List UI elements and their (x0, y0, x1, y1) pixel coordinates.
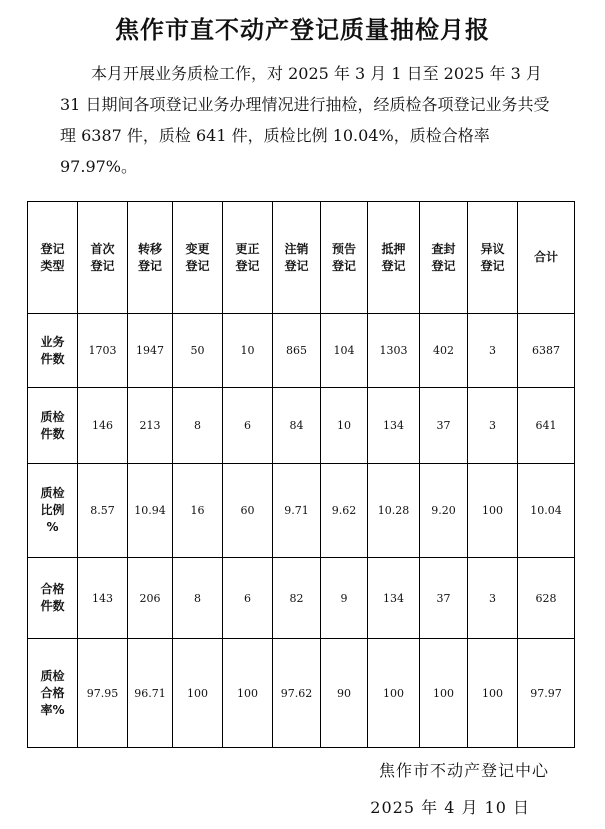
table-row (28, 314, 575, 388)
header-cell: 预告 登记 (321, 202, 368, 314)
table-row (28, 388, 575, 464)
table-header-row (28, 202, 575, 314)
row-label: 合格 件数 (28, 558, 78, 639)
header-cell-type: 登记 类型 (28, 202, 78, 314)
report-date: 2025 年 4 月 10 日 (370, 798, 530, 817)
table-cell: 10.28 (368, 464, 420, 558)
row-label: 业务 件数 (28, 314, 78, 388)
table-cell: 6387 (518, 314, 575, 388)
table-cell: 8 (173, 388, 223, 464)
table-cell: 100 (468, 639, 518, 748)
table-cell: 100 (223, 639, 273, 748)
table-cell: 97.97 (518, 639, 575, 748)
table-cell: 50 (173, 314, 223, 388)
table-cell: 8.57 (78, 464, 128, 558)
header-cell: 合计 (518, 202, 575, 314)
table-cell: 3 (468, 314, 518, 388)
table-cell: 90 (321, 639, 368, 748)
table-cell: 37 (420, 388, 468, 464)
header-cell: 变更 登记 (173, 202, 223, 314)
header-cell: 查封 登记 (420, 202, 468, 314)
inspection-table (27, 201, 575, 748)
header-cell: 转移 登记 (128, 202, 173, 314)
table-cell: 9.20 (420, 464, 468, 558)
issuing-organization: 焦作市不动产登记中心 (378, 761, 549, 780)
table-cell: 10.94 (128, 464, 173, 558)
table-cell: 1703 (78, 314, 128, 388)
table-cell: 97.62 (273, 639, 321, 748)
summary-paragraph: 本月开展业务质检工作，对 2025 年 3 月 1 日至 2025 年 3 月 31 日期间各项登记业务办理情况进行抽检，经质检各项登记业务共受理 6387 件，质检 641 件，质检比例 10.04%，质检合格率 97.97%。 (60, 64, 550, 176)
header-cell: 更正 登记 (223, 202, 273, 314)
row-label: 质检 比例 % (28, 464, 78, 558)
table-cell: 10.04 (518, 464, 575, 558)
table-cell: 82 (273, 558, 321, 639)
table-cell: 3 (468, 558, 518, 639)
table-cell: 628 (518, 558, 575, 639)
report-title: 焦作市直不动产登记质量抽检月报 (115, 16, 490, 44)
table-cell: 100 (173, 639, 223, 748)
row-label: 质检 件数 (28, 388, 78, 464)
table-cell: 143 (78, 558, 128, 639)
table-cell: 60 (223, 464, 273, 558)
table-cell: 134 (368, 558, 420, 639)
row-label: 质检 合格 率% (28, 639, 78, 748)
table-cell: 10 (321, 388, 368, 464)
table-cell: 134 (368, 388, 420, 464)
table-cell: 37 (420, 558, 468, 639)
header-cell: 注销 登记 (273, 202, 321, 314)
table-cell: 1303 (368, 314, 420, 388)
table-cell: 10 (223, 314, 273, 388)
table-row (28, 464, 575, 558)
header-cell: 异议 登记 (468, 202, 518, 314)
table-cell: 146 (78, 388, 128, 464)
table-cell: 84 (273, 388, 321, 464)
table-cell: 9 (321, 558, 368, 639)
table-cell: 6 (223, 558, 273, 639)
table-cell: 6 (223, 388, 273, 464)
table-cell: 104 (321, 314, 368, 388)
table-cell: 402 (420, 314, 468, 388)
table-cell: 100 (368, 639, 420, 748)
table-cell: 865 (273, 314, 321, 388)
table-cell: 96.71 (128, 639, 173, 748)
table-cell: 213 (128, 388, 173, 464)
table-cell: 8 (173, 558, 223, 639)
table-cell: 206 (128, 558, 173, 639)
table-cell: 16 (173, 464, 223, 558)
table-row (28, 558, 575, 639)
table-cell: 97.95 (78, 639, 128, 748)
table-cell: 9.62 (321, 464, 368, 558)
table-cell: 3 (468, 388, 518, 464)
table-cell: 9.71 (273, 464, 321, 558)
header-cell: 抵押 登记 (368, 202, 420, 314)
table-cell: 100 (420, 639, 468, 748)
table-row (28, 639, 575, 748)
header-cell: 首次 登记 (78, 202, 128, 314)
table-cell: 641 (518, 388, 575, 464)
table-cell: 100 (468, 464, 518, 558)
table-cell: 1947 (128, 314, 173, 388)
